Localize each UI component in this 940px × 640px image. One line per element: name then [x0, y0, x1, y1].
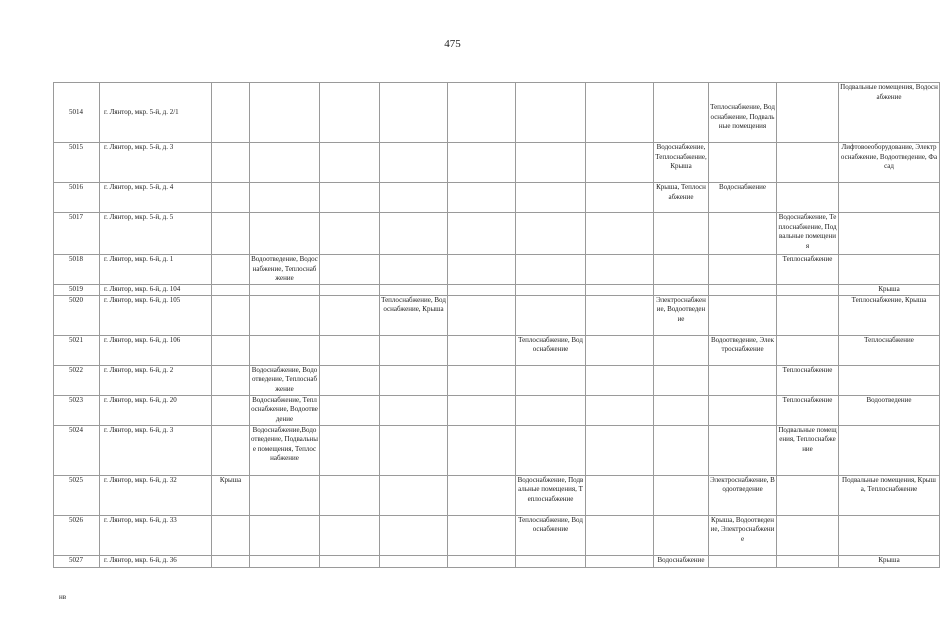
row-number-cell: 5017	[54, 213, 100, 255]
footer-note: нв	[59, 593, 67, 601]
address-cell: г. Лянтор, мкр. 5-й, д. 4	[100, 183, 212, 213]
work-type-cell	[777, 515, 839, 555]
work-type-cell	[586, 365, 654, 395]
work-type-cell	[777, 335, 839, 365]
work-type-cell	[586, 515, 654, 555]
table-row	[54, 515, 940, 555]
work-type-cell: Теплоснабжение, Водоснабжение	[516, 335, 586, 365]
row-number-cell: 5019	[54, 285, 100, 296]
work-type-cell	[320, 183, 380, 213]
work-type-cell	[586, 475, 654, 515]
table-row	[54, 183, 940, 213]
work-type-cell	[250, 555, 320, 567]
work-type-cell	[777, 143, 839, 183]
table-row	[54, 555, 940, 567]
work-type-cell	[709, 295, 777, 335]
address-cell: г. Лянтор, мкр. 6-й, д. 32	[100, 475, 212, 515]
work-type-cell: Водоснабжение,Водоотведение, Подвальные помещения, Теплоснабжение	[250, 425, 320, 475]
work-type-cell	[448, 255, 516, 285]
work-type-cell	[516, 143, 586, 183]
work-type-cell	[654, 515, 709, 555]
row-number-cell: 5027	[54, 555, 100, 567]
work-type-cell: Подвальные помещения, Крыша, Теплоснабжение	[839, 475, 940, 515]
row-number-cell: 5018	[54, 255, 100, 285]
row-number-cell: 5014	[54, 83, 100, 143]
table-row	[54, 395, 940, 425]
work-type-cell: Теплоснабжение	[777, 255, 839, 285]
work-type-cell	[250, 143, 320, 183]
work-type-cell	[654, 395, 709, 425]
work-type-cell	[320, 555, 380, 567]
row-number-cell: 5026	[54, 515, 100, 555]
work-type-cell	[777, 83, 839, 143]
work-type-cell	[709, 285, 777, 296]
work-type-cell: Теплоснабжение, Водоснабжение, Подвальные помещения	[709, 83, 777, 143]
work-type-cell	[212, 335, 250, 365]
work-type-cell	[212, 183, 250, 213]
work-type-cell	[516, 255, 586, 285]
address-cell: г. Лянтор, мкр. 6-й, д. 2	[100, 365, 212, 395]
work-type-cell	[448, 475, 516, 515]
row-number-cell: 5025	[54, 475, 100, 515]
work-type-cell	[516, 285, 586, 296]
work-type-cell	[380, 143, 448, 183]
address-cell: г. Лянтор, мкр. 6-й, д. 1	[100, 255, 212, 285]
work-type-cell	[320, 365, 380, 395]
work-type-cell	[516, 365, 586, 395]
work-type-cell	[250, 335, 320, 365]
work-type-cell	[448, 143, 516, 183]
work-type-cell	[586, 285, 654, 296]
work-type-cell	[654, 335, 709, 365]
work-type-cell	[380, 515, 448, 555]
page-number: 475	[444, 38, 461, 50]
row-number-cell: 5023	[54, 395, 100, 425]
work-type-cell: Крыша	[839, 555, 940, 567]
table-row	[54, 143, 940, 183]
work-type-cell	[380, 395, 448, 425]
work-type-cell	[320, 515, 380, 555]
work-type-cell	[709, 255, 777, 285]
work-type-cell	[709, 365, 777, 395]
work-type-cell	[250, 515, 320, 555]
work-type-cell	[839, 183, 940, 213]
row-number-cell: 5021	[54, 335, 100, 365]
work-type-cell	[516, 295, 586, 335]
work-type-cell: Водоснабжение, Водоотведение, Теплоснабжение	[250, 365, 320, 395]
work-type-cell	[654, 475, 709, 515]
work-type-cell	[380, 255, 448, 285]
work-type-cell	[709, 213, 777, 255]
work-type-cell	[320, 143, 380, 183]
work-type-cell	[320, 475, 380, 515]
work-type-cell	[586, 555, 654, 567]
table-row	[54, 83, 940, 143]
work-type-cell: Крыша	[839, 285, 940, 296]
work-type-cell	[320, 255, 380, 285]
work-type-cell	[654, 255, 709, 285]
work-type-cell	[516, 555, 586, 567]
work-type-cell	[320, 213, 380, 255]
work-type-cell	[777, 555, 839, 567]
work-type-cell	[212, 425, 250, 475]
table-row	[54, 475, 940, 515]
work-type-cell	[212, 285, 250, 296]
work-type-cell	[380, 365, 448, 395]
address-cell: г. Лянтор, мкр. 6-й, д. 20	[100, 395, 212, 425]
address-cell: г. Лянтор, мкр. 6-й, д. 104	[100, 285, 212, 296]
work-type-cell	[212, 83, 250, 143]
work-type-cell	[380, 83, 448, 143]
work-type-cell	[839, 255, 940, 285]
work-type-cell	[320, 335, 380, 365]
work-type-cell	[586, 183, 654, 213]
work-type-cell: Водоотведение	[839, 395, 940, 425]
work-type-cell	[448, 335, 516, 365]
work-type-cell	[380, 475, 448, 515]
row-number-cell: 5024	[54, 425, 100, 475]
row-number-cell: 5015	[54, 143, 100, 183]
work-type-cell	[250, 183, 320, 213]
work-type-cell: Крыша, Водоотведение, Электроснабжение	[709, 515, 777, 555]
work-type-cell	[320, 285, 380, 296]
work-type-cell: Теплоснабжение	[777, 365, 839, 395]
work-type-cell	[839, 515, 940, 555]
row-number-cell: 5022	[54, 365, 100, 395]
address-cell: г. Лянтор, мкр. 5-й, д. 2/1	[100, 83, 212, 143]
work-type-cell	[586, 213, 654, 255]
work-type-cell: Водоснабжение, Теплоснабжение, Водоотведение	[250, 395, 320, 425]
work-type-cell	[709, 555, 777, 567]
work-type-cell: Водоснабжение	[654, 555, 709, 567]
table-row	[54, 213, 940, 255]
work-type-cell	[777, 285, 839, 296]
work-type-cell	[380, 213, 448, 255]
work-type-cell: Водоотведение, Водоснабжение, Теплоснабжение	[250, 255, 320, 285]
work-type-cell	[320, 425, 380, 475]
work-type-cell	[250, 285, 320, 296]
address-cell: г. Лянтор, мкр. 6-й, д. 105	[100, 295, 212, 335]
address-cell: г. Лянтор, мкр. 5-й, д. 3	[100, 143, 212, 183]
work-type-cell	[448, 285, 516, 296]
work-type-cell	[586, 395, 654, 425]
work-type-cell	[654, 425, 709, 475]
table-row	[54, 295, 940, 335]
work-type-cell: Теплоснабжение	[777, 395, 839, 425]
work-type-cell: Теплоснабжение, Водоснабжение, Крыша	[380, 295, 448, 335]
address-cell: г. Лянтор, мкр. 6-й, д. 36	[100, 555, 212, 567]
work-type-cell	[586, 295, 654, 335]
work-type-cell	[777, 183, 839, 213]
work-type-cell	[212, 143, 250, 183]
work-type-cell: Водоснабжение, Теплоснабжение, Подвальные помещения	[777, 213, 839, 255]
work-type-cell	[586, 143, 654, 183]
work-type-cell	[654, 213, 709, 255]
work-type-cell: Теплоснабжение, Водоснабжение	[516, 515, 586, 555]
work-type-cell	[380, 183, 448, 213]
table-row	[54, 285, 940, 296]
work-type-cell	[250, 475, 320, 515]
work-type-cell: Водоснабжение, Теплоснабжение, Крыша	[654, 143, 709, 183]
work-type-cell: Подвальные помещения, Теплоснабжение	[777, 425, 839, 475]
work-type-cell	[380, 425, 448, 475]
address-cell: г. Лянтор, мкр. 6-й, д. 106	[100, 335, 212, 365]
work-type-cell	[250, 295, 320, 335]
work-type-cell	[448, 365, 516, 395]
work-type-cell	[212, 295, 250, 335]
work-type-cell	[380, 555, 448, 567]
work-type-cell	[212, 213, 250, 255]
work-type-cell	[516, 395, 586, 425]
work-type-cell	[320, 83, 380, 143]
work-type-cell	[250, 83, 320, 143]
table-row	[54, 365, 940, 395]
work-type-cell: Водоснабжение	[709, 183, 777, 213]
work-type-cell	[212, 555, 250, 567]
work-type-cell	[380, 335, 448, 365]
work-type-cell	[654, 285, 709, 296]
work-type-cell: Крыша, Теплоснабжение	[654, 183, 709, 213]
repair-schedule-table	[53, 82, 940, 568]
row-number-cell: 5020	[54, 295, 100, 335]
work-type-cell	[448, 183, 516, 213]
work-type-cell	[839, 365, 940, 395]
work-type-cell: Электроснабжение, Водоотведение	[654, 295, 709, 335]
work-type-cell	[448, 295, 516, 335]
work-type-cell	[380, 285, 448, 296]
work-type-cell	[586, 335, 654, 365]
work-type-cell: Электроснабжение, Водоотведение	[709, 475, 777, 515]
work-type-cell	[516, 213, 586, 255]
work-type-cell	[212, 515, 250, 555]
work-type-cell	[516, 83, 586, 143]
work-type-cell	[516, 425, 586, 475]
work-type-cell: Теплоснабжение, Крыша	[839, 295, 940, 335]
work-type-cell: Водоотведение, Электроснабжение	[709, 335, 777, 365]
table-row	[54, 255, 940, 285]
work-type-cell	[448, 83, 516, 143]
work-type-cell	[448, 213, 516, 255]
work-type-cell	[709, 395, 777, 425]
work-type-cell	[448, 425, 516, 475]
work-type-cell: Подвальные помещения, Водоснабжение	[839, 83, 940, 143]
work-type-cell	[709, 425, 777, 475]
table-row	[54, 425, 940, 475]
work-type-cell	[654, 83, 709, 143]
work-type-cell: Водоснабжение, Подвальные помещения, Теплоснабжение	[516, 475, 586, 515]
work-type-cell	[212, 395, 250, 425]
row-number-cell: 5016	[54, 183, 100, 213]
work-type-cell: Теплоснабжение	[839, 335, 940, 365]
work-type-cell	[320, 395, 380, 425]
address-cell: г. Лянтор, мкр. 5-й, д. 5	[100, 213, 212, 255]
address-cell: г. Лянтор, мкр. 6-й, д. 33	[100, 515, 212, 555]
work-type-cell	[709, 143, 777, 183]
work-type-cell	[448, 555, 516, 567]
work-type-cell	[212, 365, 250, 395]
work-type-cell	[586, 425, 654, 475]
table-row	[54, 335, 940, 365]
work-type-cell	[586, 83, 654, 143]
work-type-cell	[448, 395, 516, 425]
work-type-cell	[448, 515, 516, 555]
work-type-cell	[320, 295, 380, 335]
work-type-cell	[516, 183, 586, 213]
work-type-cell	[839, 213, 940, 255]
work-type-cell: Лифтовоеоборудование, Электроснабжение, Водоотведение, Фасад	[839, 143, 940, 183]
work-type-cell	[586, 255, 654, 285]
work-type-cell	[839, 425, 940, 475]
work-type-cell	[654, 365, 709, 395]
work-type-cell	[250, 213, 320, 255]
work-type-cell	[777, 475, 839, 515]
work-type-cell: Крыша	[212, 475, 250, 515]
address-cell: г. Лянтор, мкр. 6-й, д. 3	[100, 425, 212, 475]
work-type-cell	[212, 255, 250, 285]
work-type-cell	[777, 295, 839, 335]
